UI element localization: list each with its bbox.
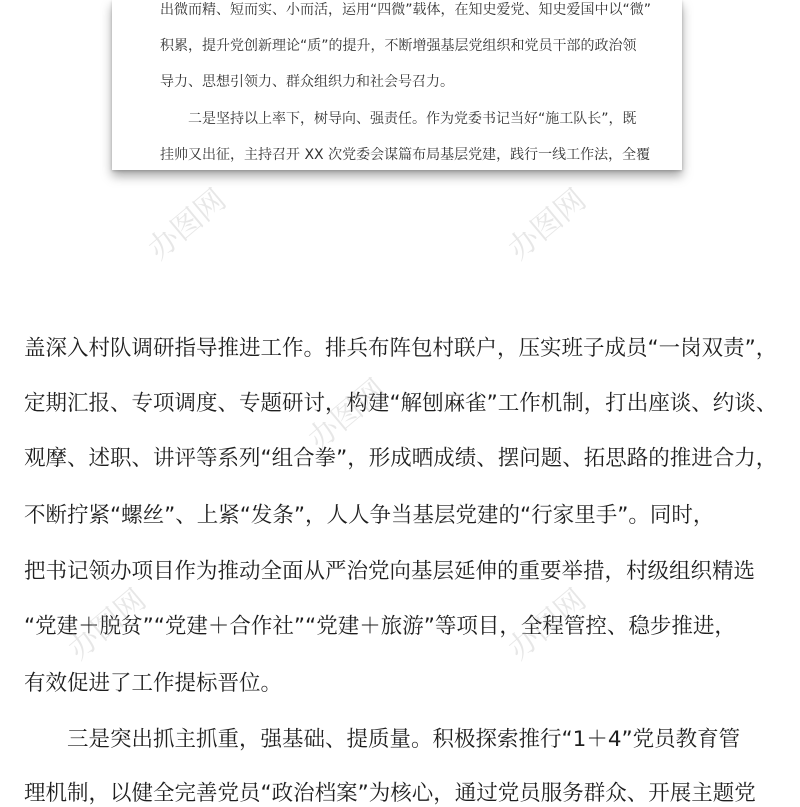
document-preview-card <box>112 0 682 170</box>
body-text-line: 理机制，以健全完善党员“政治档案”为核心，通过党员服务群众、开展主题党 <box>24 781 756 806</box>
watermark-text: 办图网 <box>61 582 153 668</box>
body-text-line: 观摩、述职、讲评等系列“组合拳”，形成晒成绩、摆问题、拓思路的推进合力， <box>24 446 778 471</box>
body-text-line: 盖深入村队调研指导推进工作。排兵布阵包村联户，压实班子成员“一岗双责”， <box>24 336 778 361</box>
card-text-line: 出微而精、短而实、小而活，运用“四微”载体，在知史爱党、知史爱国中以“微” <box>160 2 652 18</box>
watermark-text: 办图网 <box>501 582 593 668</box>
watermark-text: 办图网 <box>141 182 233 268</box>
card-text-line: 挂帅又出征，主持召开 XX 次党委会谋篇布局基层党建，践行一线工作法，全覆 <box>160 147 651 163</box>
card-text-line: 二是坚持以上率下，树导向、强责任。作为党委书记当好“施工队长”，既 <box>160 111 637 127</box>
body-text-line: 有效促进了工作提标晋位。 <box>24 671 283 696</box>
watermark <box>136 176 233 268</box>
watermark-text: 办图网 <box>301 372 393 458</box>
body-text-line: “党建＋脱贫”“党建＋合作社”“党建＋旅游”等项目，全程管控、稳步推进， <box>24 614 736 639</box>
watermark <box>496 176 593 268</box>
body-text-line: 把书记领办项目作为推动全面从严治党向基层延伸的重要举措，村级组织精选 <box>24 559 756 584</box>
body-text-line: 不断拧紧“螺丝”、上紧“发条”，人人争当基层党建的“行家里手”。同时， <box>24 503 715 528</box>
watermark-text: 办图网 <box>501 182 593 268</box>
body-text-line: 定期汇报、专项调度、专题研讨，构建“解刨麻雀”工作机制，打出座谈、约谈、 <box>24 391 778 416</box>
card-text-line: 积累，提升党创新理论“质”的提升，不断增强基层党组织和党员干部的政治领 <box>160 38 637 54</box>
card-text-line: 导力、思想引领力、群众组织力和社会号召力。 <box>160 74 454 90</box>
body-text-line: 三是突出抓主抓重，强基础、提质量。积极探索推行“1＋4”党员教育管 <box>24 727 741 752</box>
